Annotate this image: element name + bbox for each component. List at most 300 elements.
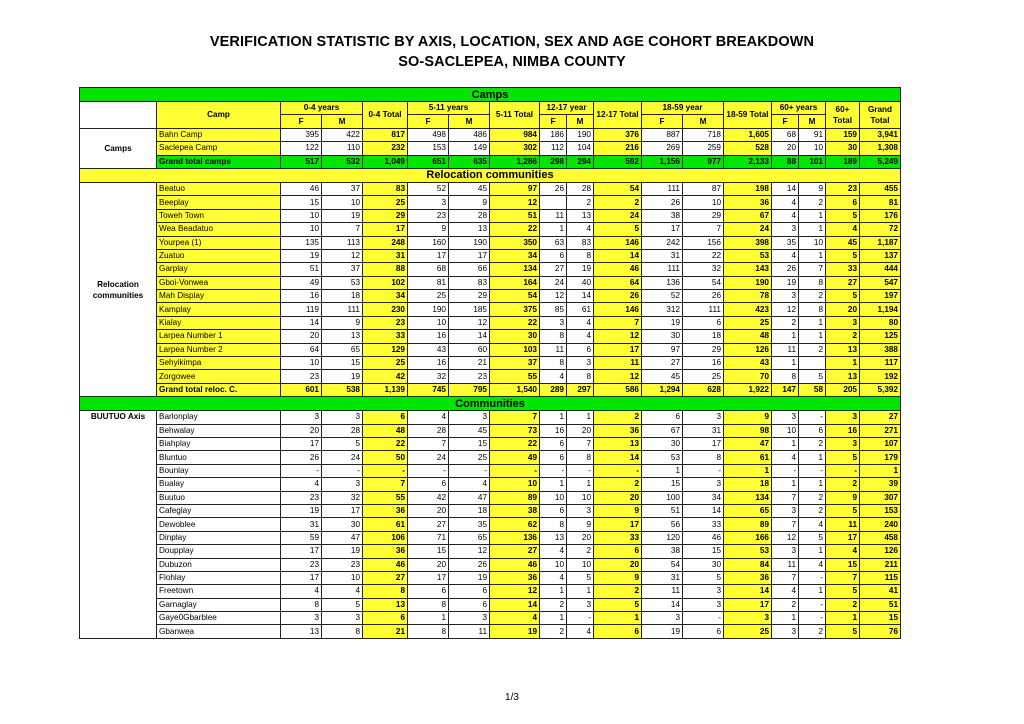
- cell-value: -: [826, 464, 860, 477]
- cell-value: 45: [826, 236, 860, 249]
- row-name: Buutuo: [157, 491, 281, 504]
- row-name: Larpea Number 1: [157, 330, 281, 343]
- table-row: [80, 209, 901, 222]
- cell-value: 137: [860, 249, 901, 262]
- cell-value: 2: [799, 196, 826, 209]
- cell-value: 11: [772, 343, 799, 356]
- cell-value: 84: [724, 558, 772, 571]
- cell-value: 54: [490, 290, 540, 303]
- cell-value: 22: [490, 223, 540, 236]
- cell-value: 18: [724, 478, 772, 491]
- row-name: Freetown: [157, 585, 281, 598]
- cell-value: 83: [449, 276, 490, 289]
- row-name: Bualay: [157, 478, 281, 491]
- cell-value: 4: [799, 558, 826, 571]
- col-header-18-59-total: 18-59 Total: [724, 102, 772, 129]
- cell-value: 1,922: [724, 383, 772, 396]
- cell-value: 19: [281, 504, 322, 517]
- cell-value: 47: [322, 531, 363, 544]
- cell-value: 53: [322, 276, 363, 289]
- cell-value: 25: [724, 316, 772, 329]
- cell-value: 528: [724, 142, 772, 155]
- cell-value: 14: [281, 316, 322, 329]
- cell-value: 62: [490, 518, 540, 531]
- cell-value: 977: [683, 155, 724, 168]
- row-name: Sehyikimpa: [157, 357, 281, 370]
- cell-value: 5: [799, 531, 826, 544]
- cell-value: 11: [826, 518, 860, 531]
- row-name: Dinplay: [157, 531, 281, 544]
- cell-value: 1,194: [860, 303, 901, 316]
- cell-value: 9: [322, 316, 363, 329]
- cell-value: 23: [408, 209, 449, 222]
- cell-value: 110: [322, 142, 363, 155]
- cell-value: 24: [322, 451, 363, 464]
- cell-value: 19: [772, 276, 799, 289]
- cell-value: 20: [772, 142, 799, 155]
- cell-value: 5,249: [860, 155, 901, 168]
- cell-value: 30: [642, 437, 683, 450]
- cell-value: 67: [642, 424, 683, 437]
- cell-value: 6: [363, 612, 408, 625]
- cell-value: 1: [772, 437, 799, 450]
- cell-value: 146: [594, 236, 642, 249]
- cell-value: 4: [540, 370, 567, 383]
- cell-value: 159: [826, 128, 860, 141]
- cell-value: 1,308: [860, 142, 901, 155]
- cell-value: 2,133: [724, 155, 772, 168]
- cell-value: 103: [490, 343, 540, 356]
- cell-value: 1: [799, 330, 826, 343]
- cell-value: 6: [826, 196, 860, 209]
- cell-value: 7: [408, 437, 449, 450]
- cell-value: 23: [281, 370, 322, 383]
- cell-value: 294: [567, 155, 594, 168]
- table-row: [80, 437, 901, 450]
- cell-value: 52: [642, 290, 683, 303]
- table-row: [80, 585, 901, 598]
- cell-value: 38: [642, 209, 683, 222]
- cell-value: 26: [449, 558, 490, 571]
- cell-value: 8: [799, 276, 826, 289]
- cell-value: 4: [772, 585, 799, 598]
- cell-value: 5: [826, 451, 860, 464]
- cell-value: 36: [594, 424, 642, 437]
- cell-value: 59: [281, 531, 322, 544]
- cell-value: 42: [408, 491, 449, 504]
- cell-value: 10: [408, 316, 449, 329]
- cell-value: 27: [408, 518, 449, 531]
- cell-value: 10: [322, 571, 363, 584]
- cell-value: 1: [594, 612, 642, 625]
- cell-value: 111: [642, 263, 683, 276]
- cell-value: 6: [449, 598, 490, 611]
- cell-value: 718: [683, 128, 724, 141]
- cell-value: 14: [567, 290, 594, 303]
- cell-value: -: [449, 464, 490, 477]
- cell-value: 1: [642, 464, 683, 477]
- cell-value: 10: [490, 478, 540, 491]
- cell-value: 2: [567, 545, 594, 558]
- cell-value: 6: [540, 249, 567, 262]
- cell-value: 10: [281, 223, 322, 236]
- cell-value: 19: [642, 625, 683, 638]
- cell-value: 17: [594, 518, 642, 531]
- cell-value: 8: [772, 370, 799, 383]
- cell-value: 4: [540, 571, 567, 584]
- cell-value: 1: [799, 209, 826, 222]
- cell-value: 3: [683, 478, 724, 491]
- table-row: [80, 491, 901, 504]
- cell-value: 16: [683, 357, 724, 370]
- cell-value: 7: [567, 437, 594, 450]
- cell-value: 2: [540, 598, 567, 611]
- cell-value: 31: [683, 424, 724, 437]
- cell-value: 2: [799, 625, 826, 638]
- cell-value: 34: [363, 290, 408, 303]
- cell-value: 12: [594, 370, 642, 383]
- cell-value: 25: [363, 357, 408, 370]
- cell-value: 54: [594, 182, 642, 195]
- cell-value: 14: [724, 585, 772, 598]
- table-row: [80, 411, 901, 424]
- cell-value: 17: [281, 545, 322, 558]
- table-row: [80, 290, 901, 303]
- cell-value: 61: [567, 303, 594, 316]
- cell-value: 1: [799, 451, 826, 464]
- cell-value: 14: [642, 598, 683, 611]
- table-row: [80, 236, 901, 249]
- row-name: Zuatuo: [157, 249, 281, 262]
- row-name: Bluntuo: [157, 451, 281, 464]
- cell-value: 8: [408, 625, 449, 638]
- cell-value: 205: [826, 383, 860, 396]
- cell-value: 38: [642, 545, 683, 558]
- cell-value: 12: [322, 249, 363, 262]
- row-name: Cafeglay: [157, 504, 281, 517]
- cell-value: 8: [567, 451, 594, 464]
- cell-value: 20: [408, 504, 449, 517]
- cell-value: 25: [363, 196, 408, 209]
- cell-value: 2: [799, 491, 826, 504]
- cell-value: 3: [772, 504, 799, 517]
- table-row: [80, 303, 901, 316]
- cell-value: 14: [594, 451, 642, 464]
- cell-value: 41: [860, 585, 901, 598]
- cell-value: 5: [826, 585, 860, 598]
- cell-value: 13: [826, 343, 860, 356]
- cell-value: 7: [772, 518, 799, 531]
- cell-value: 11: [642, 585, 683, 598]
- cell-value: 4: [772, 451, 799, 464]
- cell-value: 8: [540, 330, 567, 343]
- cell-value: 190: [449, 236, 490, 249]
- table-row: [80, 316, 901, 329]
- cell-value: 19: [322, 545, 363, 558]
- cell-value: 19: [322, 209, 363, 222]
- cell-value: 33: [683, 518, 724, 531]
- cell-value: -: [683, 612, 724, 625]
- cell-value: 8: [567, 249, 594, 262]
- cell-value: 26: [642, 196, 683, 209]
- cell-value: 78: [724, 290, 772, 303]
- cell-value: 1: [772, 330, 799, 343]
- cell-value: 52: [408, 182, 449, 195]
- cell-value: 6: [408, 478, 449, 491]
- cell-value: -: [799, 612, 826, 625]
- table-row: [80, 330, 901, 343]
- cell-value: 27: [860, 411, 901, 424]
- cell-value: 16: [408, 357, 449, 370]
- row-name: Behwalay: [157, 424, 281, 437]
- cell-value: 3: [322, 612, 363, 625]
- cell-value: 8: [567, 370, 594, 383]
- cell-value: 106: [363, 531, 408, 544]
- table-row: [80, 531, 901, 544]
- cell-value: 12: [772, 303, 799, 316]
- cell-value: 9: [799, 182, 826, 195]
- cell-value: 592: [594, 155, 642, 168]
- cell-value: 23: [449, 370, 490, 383]
- row-name: Yourpea (1): [157, 236, 281, 249]
- cell-value: 2: [594, 585, 642, 598]
- cell-value: 120: [642, 531, 683, 544]
- cell-value: 6: [363, 411, 408, 424]
- cell-value: 13: [594, 437, 642, 450]
- cell-value: 11: [540, 209, 567, 222]
- cell-value: 1: [799, 316, 826, 329]
- cell-value: 297: [567, 383, 594, 396]
- cell-value: 55: [490, 370, 540, 383]
- cell-value: 7: [594, 316, 642, 329]
- cell-value: 15: [683, 545, 724, 558]
- cell-value: 423: [724, 303, 772, 316]
- cell-value: 4: [772, 209, 799, 222]
- table-row: [80, 357, 901, 370]
- relocation-banner: Relocation communities: [80, 168, 901, 182]
- cell-value: 1: [567, 478, 594, 491]
- cell-value: 350: [490, 236, 540, 249]
- cell-value: 1,294: [642, 383, 683, 396]
- cell-value: 14: [490, 598, 540, 611]
- cell-value: 24: [540, 276, 567, 289]
- cell-value: 13: [540, 531, 567, 544]
- cell-value: [799, 357, 826, 370]
- cell-value: 29: [683, 209, 724, 222]
- cell-value: 395: [281, 128, 322, 141]
- cell-value: 2: [772, 598, 799, 611]
- table-row: [80, 223, 901, 236]
- col-header-60-total: 60+ Total: [826, 102, 860, 129]
- cell-value: 1: [567, 585, 594, 598]
- cell-value: 38: [490, 504, 540, 517]
- cell-value: 35: [772, 236, 799, 249]
- cell-value: 5: [683, 571, 724, 584]
- table-row: [80, 370, 901, 383]
- cell-value: 22: [490, 437, 540, 450]
- cell-value: 4: [490, 612, 540, 625]
- cell-value: 4: [408, 411, 449, 424]
- cell-value: 12: [490, 585, 540, 598]
- cell-value: 61: [363, 518, 408, 531]
- cell-value: -: [594, 464, 642, 477]
- cell-value: 240: [860, 518, 901, 531]
- cell-value: 36: [363, 545, 408, 558]
- cell-value: 54: [642, 558, 683, 571]
- cell-value: 248: [363, 236, 408, 249]
- row-name: Grand total reloc. C.: [157, 383, 281, 396]
- cell-value: 2: [594, 411, 642, 424]
- cell-value: 10: [322, 196, 363, 209]
- table-row: [80, 196, 901, 209]
- cell-value: 302: [490, 142, 540, 155]
- cell-value: 1: [540, 411, 567, 424]
- cell-value: 153: [860, 504, 901, 517]
- cell-value: 3: [567, 504, 594, 517]
- col-header-f: F: [772, 115, 799, 128]
- cell-value: 143: [724, 263, 772, 276]
- cell-value: 15: [322, 357, 363, 370]
- cell-value: 31: [642, 249, 683, 262]
- cell-value: 111: [642, 182, 683, 195]
- row-name: Mah Display: [157, 290, 281, 303]
- cell-value: 85: [540, 303, 567, 316]
- cell-value: 190: [567, 128, 594, 141]
- cell-value: 398: [724, 236, 772, 249]
- cell-value: 2: [540, 625, 567, 638]
- row-name: Barlonplay: [157, 411, 281, 424]
- cell-value: 179: [860, 451, 901, 464]
- cell-value: 107: [860, 437, 901, 450]
- cell-value: 1,156: [642, 155, 683, 168]
- cell-value: 51: [642, 504, 683, 517]
- cell-value: 27: [642, 357, 683, 370]
- cell-value: 33: [826, 263, 860, 276]
- cell-value: 66: [449, 263, 490, 276]
- cell-value: 19: [449, 571, 490, 584]
- col-header-0-4-total: 0-4 Total: [363, 102, 408, 129]
- cell-value: 37: [322, 263, 363, 276]
- cell-value: 17: [408, 249, 449, 262]
- cell-value: 30: [683, 558, 724, 571]
- cell-value: 269: [642, 142, 683, 155]
- cell-value: 34: [683, 491, 724, 504]
- cell-value: 49: [490, 451, 540, 464]
- cell-value: 91: [799, 128, 826, 141]
- cell-value: 28: [567, 182, 594, 195]
- cell-value: 189: [826, 155, 860, 168]
- cell-value: 129: [363, 343, 408, 356]
- cell-value: 10: [772, 424, 799, 437]
- cell-value: 1: [799, 545, 826, 558]
- cell-value: 1: [772, 478, 799, 491]
- cell-value: -: [799, 411, 826, 424]
- cell-value: -: [490, 464, 540, 477]
- cell-value: 1: [799, 585, 826, 598]
- cell-value: 2: [799, 504, 826, 517]
- cell-value: -: [408, 464, 449, 477]
- verification-table: [79, 87, 901, 639]
- row-name: Doupplay: [157, 545, 281, 558]
- col-header-f: F: [540, 115, 567, 128]
- cell-value: 37: [322, 182, 363, 195]
- cell-value: 4: [772, 249, 799, 262]
- cell-value: 3: [772, 625, 799, 638]
- cell-value: 22: [363, 437, 408, 450]
- cell-value: 13: [363, 598, 408, 611]
- cell-value: 3: [642, 612, 683, 625]
- cell-value: 10: [567, 558, 594, 571]
- cell-value: 2: [567, 196, 594, 209]
- cell-value: 1: [408, 612, 449, 625]
- cell-value: 27: [826, 276, 860, 289]
- cell-value: 126: [724, 343, 772, 356]
- cell-value: 651: [408, 155, 449, 168]
- table-row: [80, 142, 901, 155]
- cell-value: 16: [408, 330, 449, 343]
- cell-value: 18: [449, 504, 490, 517]
- row-name: Gboi-Vonwea: [157, 276, 281, 289]
- cell-value: 19: [490, 625, 540, 638]
- total-row: [80, 155, 901, 168]
- cell-value: 146: [594, 303, 642, 316]
- col-header-12-17: 12-17 year: [540, 102, 594, 115]
- cell-value: 50: [363, 451, 408, 464]
- cell-value: 242: [642, 236, 683, 249]
- section-label: Camps: [80, 128, 157, 168]
- cell-value: 20: [281, 330, 322, 343]
- table-row: [80, 478, 901, 491]
- cell-value: 12: [449, 316, 490, 329]
- cell-value: 458: [860, 531, 901, 544]
- cell-value: 7: [363, 478, 408, 491]
- cell-value: 444: [860, 263, 901, 276]
- cell-value: 532: [322, 155, 363, 168]
- cell-value: 97: [642, 343, 683, 356]
- cell-value: 2: [799, 343, 826, 356]
- cell-value: 83: [567, 236, 594, 249]
- cell-value: 13: [826, 370, 860, 383]
- cell-value: 68: [408, 263, 449, 276]
- cell-value: 17: [683, 437, 724, 450]
- row-name: Garnaglay: [157, 598, 281, 611]
- cell-value: 42: [363, 370, 408, 383]
- cell-value: 197: [860, 290, 901, 303]
- cell-value: 5: [594, 223, 642, 236]
- cell-value: 14: [683, 504, 724, 517]
- table-row: [80, 276, 901, 289]
- cell-value: 3: [683, 585, 724, 598]
- cell-value: 17: [281, 571, 322, 584]
- cell-value: 43: [724, 357, 772, 370]
- cell-value: -: [363, 464, 408, 477]
- cell-value: 376: [594, 128, 642, 141]
- cell-value: 538: [322, 383, 363, 396]
- cell-value: 9: [826, 491, 860, 504]
- cell-value: 9: [408, 223, 449, 236]
- cell-value: 58: [799, 383, 826, 396]
- cell-value: 13: [567, 209, 594, 222]
- cell-value: 7: [683, 223, 724, 236]
- cell-value: 5,392: [860, 383, 901, 396]
- cell-value: 3: [449, 612, 490, 625]
- cell-value: 122: [281, 142, 322, 155]
- cell-value: 3: [724, 612, 772, 625]
- col-header-m: M: [322, 115, 363, 128]
- cell-value: 9: [724, 411, 772, 424]
- cell-value: 12: [490, 196, 540, 209]
- cell-value: 35: [449, 518, 490, 531]
